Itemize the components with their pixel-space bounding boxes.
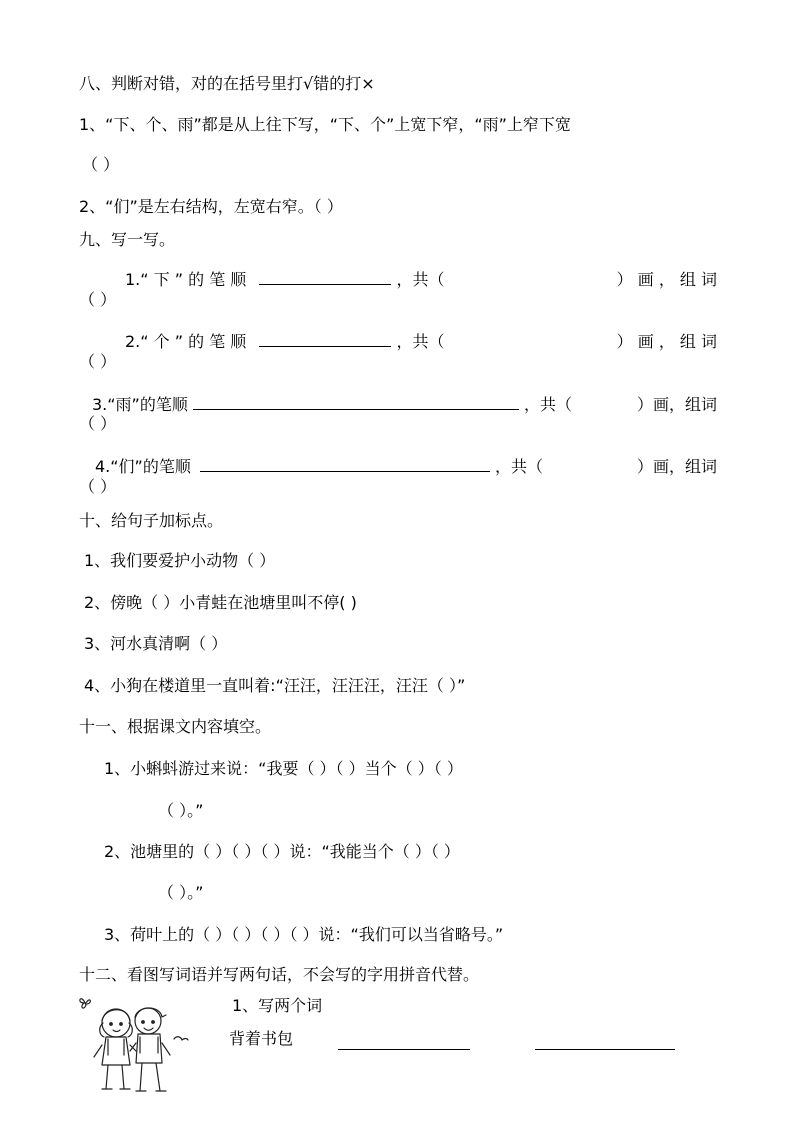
item-4-count-label: ，共（ [495,457,544,476]
item-4-tail: ）画，组词 [636,457,717,476]
section-10-item-1: 1、我们要爱护小动物（ ） [84,551,276,570]
section-11-line-1-cont: （ ）。” [158,801,204,820]
item-4-stroke-order-blank[interactable] [200,457,490,472]
item-1-count-label: ，共（ [396,270,445,289]
item-4-prompt: 4.“们”的笔顺 [95,457,191,476]
section-12-answer-blank-2[interactable] [535,1035,675,1050]
item-1-stroke-order-blank[interactable] [259,270,391,285]
section-12-subheading: 1、写两个词 [232,996,323,1015]
section-9-item-1 [79,270,717,290]
section-11-line-2-cont: （ ）。” [158,883,204,902]
item-2-count-label: ，共（ [396,332,445,351]
section-11-line-2: 2、池塘里的（ ）（ ）（ ）说：“我能当个（ ）（ ） [104,842,460,861]
section-12-answer-blank-1[interactable] [338,1035,470,1050]
section-8-heading: 八、判断对错，对的在括号里打√错的打× [79,74,375,93]
item-1-tail: ） 画 ， 组 词 [616,270,717,289]
section-8-question-2: 2、“们”是左右结构，左宽右窄。（ ） [79,197,343,216]
item-2-stroke-order-blank[interactable] [259,332,391,347]
section-9-item-4-word-paren[interactable]: （ ） [79,477,117,496]
item-2-tail: ） 画 ， 组 词 [616,332,717,351]
section-9-item-4 [79,457,717,477]
section-11-heading: 十一、根据课文内容填空。 [79,717,272,736]
item-3-count-label: ，共（ [524,395,573,414]
item-3-stroke-order-blank[interactable] [193,395,519,410]
section-9-item-2-word-paren[interactable]: （ ） [79,352,117,371]
section-10-item-2: 2、傍晚（ ）小青蛙在池塘里叫不停( ) [84,593,357,612]
children-with-schoolbags-illustration [78,993,190,1101]
item-3-tail: ）画，组词 [636,395,717,414]
section-8-question-1-answer-paren[interactable]: （ ） [82,155,120,174]
item-1-prompt: 1.“ 下 ” 的 笔 顺 [125,270,247,289]
section-10-heading: 十、给句子加标点。 [79,511,224,530]
section-12-word-prompt: 背着书包 [229,1029,294,1048]
section-10-item-4: 4、小狗在楼道里一直叫着:“汪汪，汪汪汪，汪汪（ ）” [84,676,466,695]
item-3-prompt: 3.“雨”的笔顺 [92,395,188,414]
section-11-line-1: 1、小蝌蚪游过来说：“我要（ ）（ ）当个（ ）（ ） [104,759,463,778]
section-9-item-3-word-paren[interactable]: （ ） [79,414,117,433]
section-9-item-1-word-paren[interactable]: （ ） [79,290,117,309]
section-9-item-3 [79,395,717,415]
section-11-line-3: 3、荷叶上的（ ）（ ）（ ）（ ）说：“我们可以当省略号。” [104,925,504,944]
section-9-heading: 九、写一写。 [79,230,176,249]
section-9-item-2 [79,332,717,352]
section-10-item-3: 3、河水真清啊（ ） [84,634,228,653]
section-12-heading: 十二、看图写词语并写两句话，不会写的字用拼音代替。 [79,965,480,984]
item-2-prompt: 2.“ 个 ” 的 笔 顺 [125,332,247,351]
section-8-question-1: 1、“下、个、雨”都是从上往下写，“下、个”上宽下窄，“雨”上窄下宽 [79,115,571,134]
